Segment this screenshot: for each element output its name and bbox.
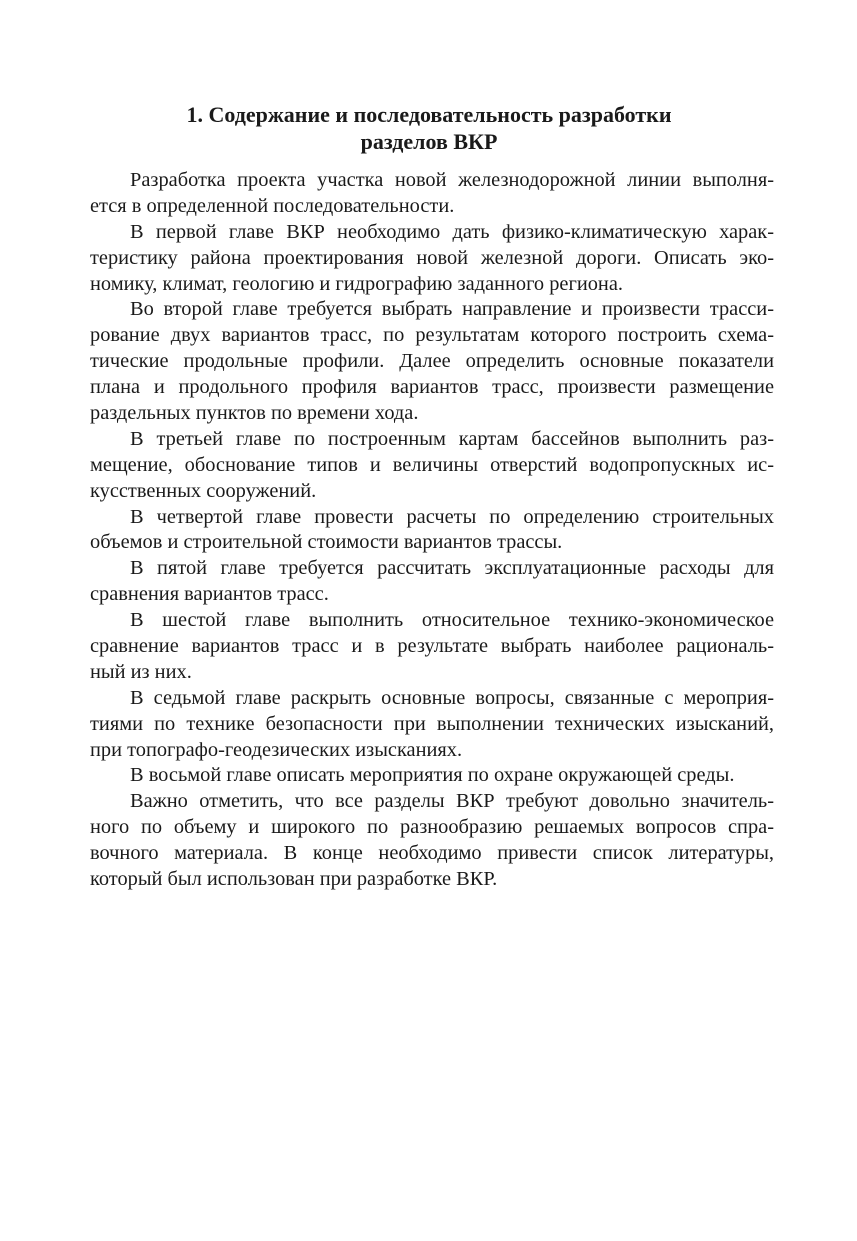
text-line: В шестой главе выполнить относительное технико-экономическое (130, 609, 774, 632)
text-line: рование двух вариантов трасс, по результатам которого построить схема- (90, 324, 774, 347)
text-line: мещение, обоснование типов и величины отверстий водопропускных ис- (90, 453, 774, 476)
text-line: номику, климат, геологию и гидрографию заданного региона. (90, 272, 623, 295)
text-line: В четвертой главе провести расчеты по определению строительных (130, 505, 774, 528)
text-line: объемов и строительной стоимости вариантов трассы. (90, 531, 563, 554)
text-line: В третьей главе по построенным картам бассейнов выполнить раз- (130, 427, 774, 450)
text-line: вочного материала. В конце необходимо привести список литературы, (90, 842, 774, 865)
text-line: ного по объему и широкого по разнообразию решаемых вопросов спра- (90, 816, 774, 839)
text-line: кусственных сооружений. (90, 479, 317, 502)
text-line: Важно отметить, что все разделы ВКР требуют довольно значитель- (130, 790, 774, 813)
text-line: В пятой главе требуется рассчитать эксплуатационные расходы для (130, 557, 774, 580)
section-heading-line-2: разделов ВКР (360, 129, 498, 154)
text-line: сравнение вариантов трасс и в результате выбрать наиболее рациональ- (90, 635, 774, 658)
text-line: Разработка проекта участка новой железнодорожной линии выполня- (130, 169, 774, 191)
text-line: В первой главе ВКР необходимо дать физико-климатическую харак- (130, 220, 774, 243)
text-line: который был использован при разработке ВКР. (90, 868, 498, 891)
text-line: при топографо-геодезических изысканиях. (90, 738, 463, 761)
text-line: раздельных пунктов по времени хода. (90, 402, 419, 425)
text-line: плана и продольного профиля вариантов трасс, произвести размещение (90, 376, 774, 399)
text-line: тические продольные профили. Далее определить основные показатели (90, 350, 774, 373)
body-text (90, 168, 774, 893)
text-line: В восьмой главе описать мероприятия по охране окружающей среды. (130, 764, 735, 787)
text-line: тиями по технике безопасности при выполнении технических изысканий, (90, 712, 774, 735)
text-line: ется в определенной последовательности. (90, 194, 455, 217)
section-heading (84, 101, 774, 155)
text-line: Во второй главе требуется выбрать направление и произвести трасси- (130, 298, 774, 321)
text-line: ный из них. (90, 660, 192, 683)
text-line: теристику района проектирования новой железной дороги. Описать эко- (90, 246, 774, 269)
section-heading-line-1: 1. Содержание и последовательность разработки (186, 102, 672, 127)
text-line: В седьмой главе раскрыть основные вопросы, связанные с мероприя- (130, 686, 774, 709)
text-line: сравнения вариантов трасс. (90, 583, 329, 606)
